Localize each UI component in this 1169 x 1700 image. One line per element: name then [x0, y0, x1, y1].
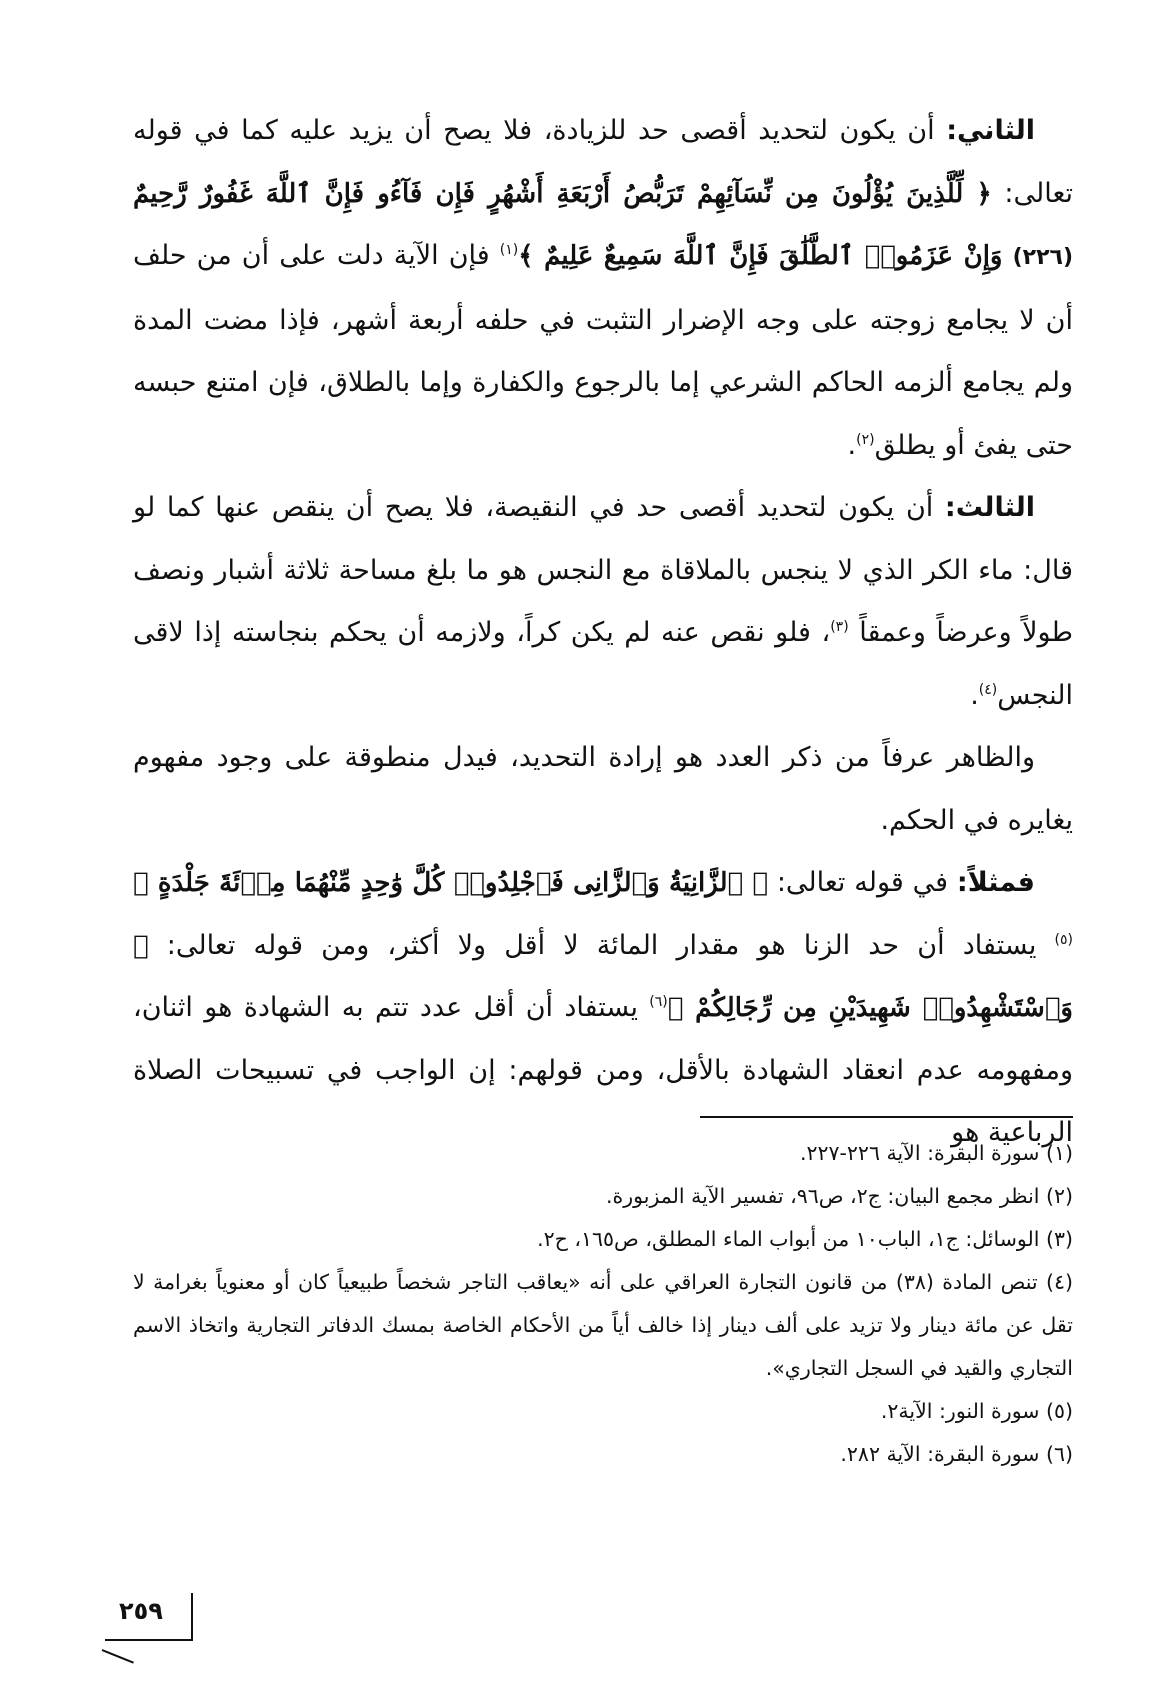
- paragraph-text: ، فلو نقص عنه لم يكن كراً، ولازمه أن يحكم بنجاسته إذا لاقى النجس: [133, 617, 1073, 711]
- paragraph-lead: الثالث:: [944, 492, 1035, 523]
- footnote-ref: (١): [499, 242, 519, 258]
- footnote-ref: (٣): [830, 619, 849, 635]
- paragraph-text: أن يكون لتحديد أقصى حد للزيادة، فلا يصح أن يزيد عليه كما في قوله تعالى:: [133, 115, 1073, 209]
- footnote-4: (٤) تنص المادة (٣٨) من قانون التجارة العراقي على أنه «يعاقب التاجر شخصاً طبيعياً كان أو معنوياً بغرامة لا تقل عن مائة دينار ولا تزيد على ألف دينار إذا خالف أياً من الأحكام الخاصة بمسك الدفاتر التجارية واتخاذ الاسم التجاري والقيد في السجل التجاري».: [133, 1270, 1073, 1380]
- footnote-divider: [700, 1116, 1073, 1118]
- paragraph-text: أن يكون لتحديد أقصى حد في النقيصة، فلا يصح أن ينقص عنها كما لو قال: ماء الكر الذي لا ينجس بالملاقاة مع النجس هو ما بلغ مساحة ثلاثة أشبار ونصف طولاً وعرضاً وعمقاً: [133, 492, 1073, 648]
- paragraph-apparent: والظاهر عرفاً من ذكر العدد هو إرادة التحديد، فيدل منطوقة على وجود مفهوم يغايره في الحكم.: [133, 742, 1073, 836]
- page-number: ٢٥٩: [119, 1597, 163, 1625]
- footnote-ref: (٦): [649, 994, 668, 1010]
- footnote-ref: (٢): [856, 431, 875, 448]
- paragraph-lead: الثاني:: [946, 115, 1035, 146]
- paragraph-text: يستفاد أن أقل عدد تتم به الشهادة هو اثنان، ومفهومه عدم انعقاد الشهادة بالأقل، ومن قولهم: إن الواجب في تسبيحات الصلاة الرباعية هو: [133, 992, 1073, 1148]
- paragraph-text: فإن الآية دلت على أن من حلف أن لا يجامع زوجته على وجه الإضرار التثبت في حلفه أربعة أشهر، فإذا مضت المدة ولم يجامع ألزمه الحاكم الشرعي إما بالرجوع والكفارة وإما بالطلاق، فإن امتنع حبسه حتى يفئ أو يطلق: [133, 240, 1073, 461]
- footnote-3: (٣) الوسائل: ج١، الباب١٠ من أبواب الماء المطلق، ص١٦٥، ح٢.: [537, 1227, 1073, 1251]
- quran-verse: ﴿ ٱلزَّانِيَةُ وَٱلزَّانِى فَٱجْلِدُوا۟ كُلَّ وَٰحِدٍ مِّنْهُمَا مِا۟ئَةَ جَلْدَةٍ ﴾: [133, 868, 768, 898]
- quran-verse: وَإِنْ عَزَمُوا۟ ٱلطَّلَٰقَ فَإِنَّ ٱللَّهَ سَمِيعٌ عَلِيمٌ ﴾: [518, 241, 1003, 271]
- quran-verse: ﴿ لِّلَّذِينَ يُؤْلُونَ مِن نِّسَآئِهِمْ تَرَبُّصُ أَرْبَعَةِ أَشْهُرٍ فَإِن فَآءُو فَإِنَّ ٱللَّهَ غَفُورٌ رَّحِيمٌ: [133, 178, 992, 209]
- footnote-1: (١) سورة البقرة: الآية ٢٢٦-٢٢٧.: [799, 1141, 1073, 1165]
- footnote-ref: (٥): [1054, 931, 1073, 948]
- paragraph-end: .: [970, 679, 979, 711]
- footnote-5: (٥) سورة النور: الآية٢.: [880, 1399, 1073, 1423]
- paragraph-text: يستفاد أن حد الزنا هو مقدار المائة لا أقل ولا أكثر، ومن قوله تعالى:: [148, 929, 1055, 961]
- page-number-box: [105, 1593, 193, 1641]
- footnote-ref: (٤): [978, 681, 998, 698]
- footnote-6: (٦) سورة البقرة: الآية ٢٨٢.: [840, 1442, 1073, 1466]
- paragraph-text: في قوله تعالى:: [768, 867, 957, 898]
- paragraph-lead: فمثلاً:: [956, 867, 1035, 898]
- paragraph-end: .: [847, 429, 857, 461]
- ayah-number-mark: (٢٢٦): [1012, 245, 1073, 270]
- main-text: [133, 100, 1073, 1165]
- footnote-2: (٢) انظر مجمع البيان: ج٢، ص٩٦، تفسير الآية المزبورة.: [606, 1184, 1073, 1208]
- quran-verse: ﴿ وَٱسْتَشْهِدُوا۟ شَهِيدَيْنِ مِن رِّجَالِكُمْ ﴾: [133, 930, 1073, 1023]
- footnotes: [133, 1132, 1073, 1476]
- paragraph-third: [133, 477, 1073, 727]
- paragraph-second: [133, 100, 1073, 477]
